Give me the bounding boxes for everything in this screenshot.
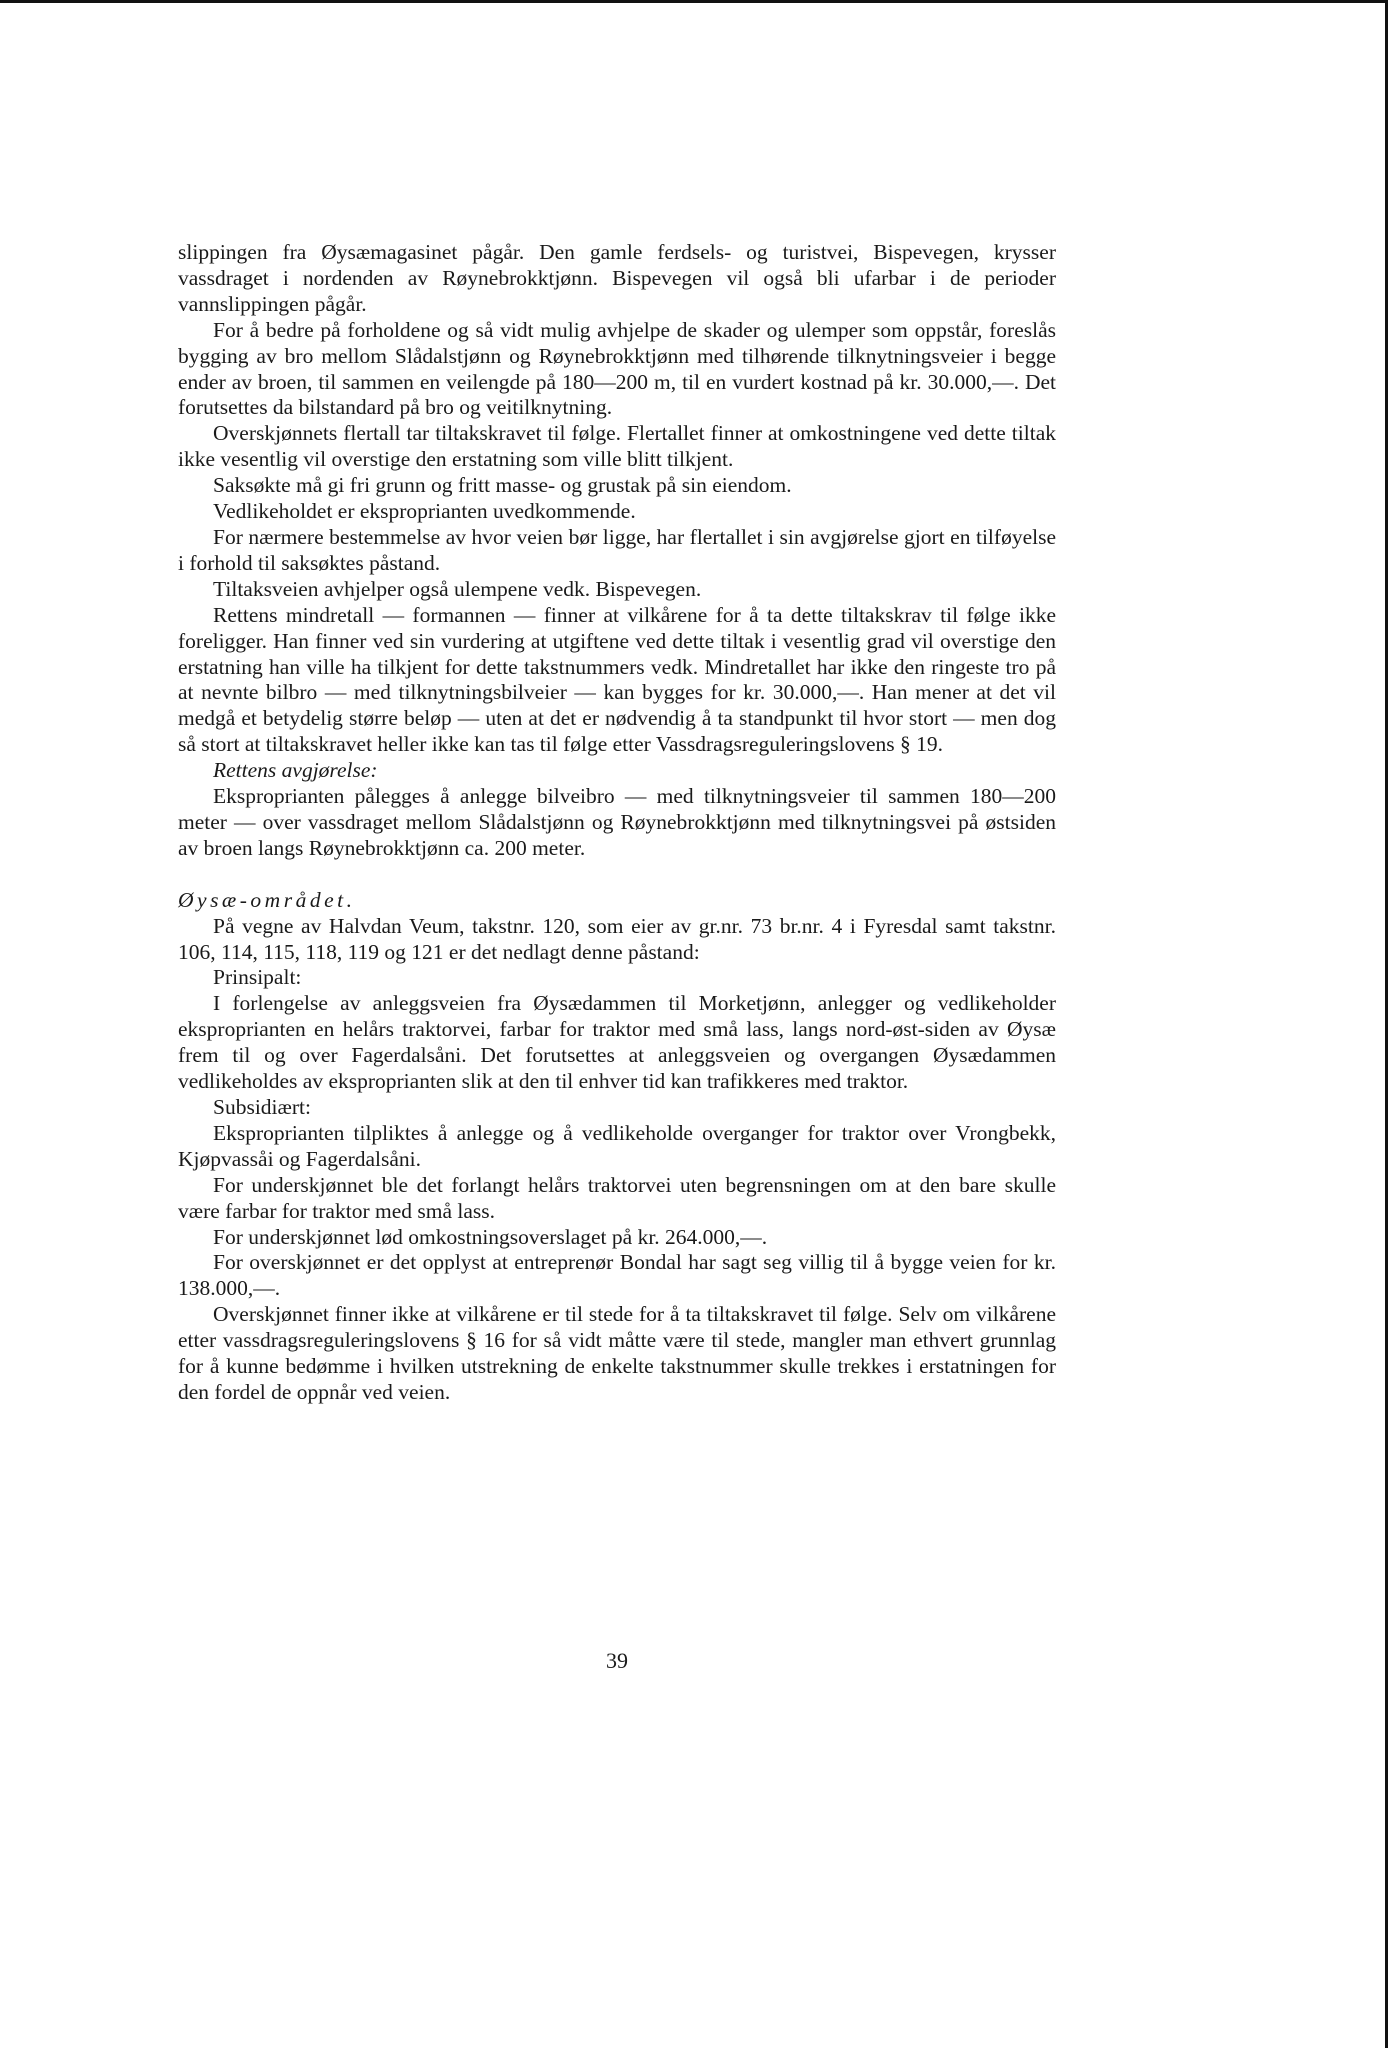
- paragraph: Saksøkte må gi fri grunn og fritt masse- og grustak på sin eiendom.: [213, 473, 792, 498]
- paragraph: Eksproprianten tilpliktes å anlegge og å vedlikeholde overganger for traktor over Vrongbekk, Kjøpvassåi og Fagerdalsåni.: [178, 1120, 1056, 1171]
- paragraph: Overskjønnet finner ikke at vilkårene er til stede for å ta tiltakskravet til følge. Selv om vilkårene etter vassdragsreguleringslovens § 16 for så vidt måtte være til stede, mangler man ethvert grunnlag for å kunne bedømme i hvilken utstrekning de enkelte takstnummer skulle trekkes i erstatningen for den fordel de oppnår ved veien.: [178, 1302, 1056, 1404]
- paragraph: For underskjønnet lød omkostningsoverslaget på kr. 264.000,—.: [213, 1224, 768, 1249]
- paragraph: For å bedre på forholdene og så vidt mulig avhjelpe de skader og ulemper som oppstår, foreslås bygging av bro mellom Slådalstjønn og Røynebrokktjønn med tilhørende tilknytningsveier i begge ender av broen, til sammen en veilengde på 180—200 m, til en vurdert kostnad på kr. 30.000,—. Det forutsettes da bilstandard på bro og veitilknytning.: [178, 317, 1056, 420]
- paragraph: På vegne av Halvdan Veum, takstnr. 120, som eier av gr.nr. 73 br.nr. 4 i Fyresdal samt takstnr. 106, 114, 115, 118, 119 og 121 er det nedlagt denne påstand:: [178, 913, 1056, 964]
- paragraph: Eksproprianten pålegges å anlegge bilveibro — med tilknytningsveier til sammen 180—200 meter — over vassdraget mellom Slådalstjønn og Røynebrokktjønn med tilknytningsvei på østsiden av broen langs Røynebrokktjønn ca. 200 meter.: [178, 784, 1056, 860]
- paragraph: Overskjønnets flertall tar tiltakskravet til følge. Flertallet finner at omkostningene ved dette tiltak ikke vesentlig vil overstige den erstatning som ville blitt tilkjent.: [178, 421, 1056, 472]
- paragraph: Vedlikeholdet er eksproprianten uvedkommende.: [213, 499, 636, 524]
- paragraph: For underskjønnet ble det forlangt helårs traktorvei uten begrensningen om at den bare skulle være farbar for traktor med små lass.: [178, 1172, 1056, 1223]
- section-heading-rettens-avgjorelse: Rettens avgjørelse:: [213, 758, 378, 783]
- top-border-line: [0, 0, 1388, 3]
- section-heading-oysae-omradet: Øysæ-området.: [178, 887, 356, 912]
- paragraph: Tiltaksveien avhjelper også ulempene vedk. Bispevegen.: [213, 576, 702, 601]
- paragraph: Rettens mindretall — formannen — finner at vilkårene for å ta dette tiltakskrav til følge ikke foreligger. Han finner ved sin vurdering at utgiftene ved dette tiltak i vesentlig grad vil overstige den erstatning han ville ha tilkjent for dette takstnummers vedk. Mindretallet har ikke den ringeste tro på at nevnte bilbro — med tilknytningsbilveier — kan bygges for kr. 30.000,—. Han mener at det vil medgå et betydelig større beløp — uten at det er nødvendig å ta standpunkt til hvor stort — men dog så stort at tiltakskravet heller ikke kan tas til følge etter Vassdragsreguleringslovens § 19.: [178, 602, 1056, 757]
- paragraph: For nærmere bestemmelse av hvor veien bør ligge, har flertallet i sin avgjørelse gjort en tilføyelse i forhold til saksøktes påstand.: [178, 524, 1056, 575]
- paragraph: slippingen fra Øysæmagasinet pågår. Den gamle ferdsels- og turistvei, Bispevegen, krysser vassdraget i nordenden av Røynebrokktjønn. Bispevegen vil også bli ufarbar i de perioder vannslippingen pågår.: [178, 240, 1056, 316]
- subheading-prinsipalt: Prinsipalt:: [213, 965, 302, 990]
- paragraph: For overskjønnet er det opplyst at entreprenør Bondal har sagt seg villig til å bygge veien for kr. 138.000,—.: [178, 1250, 1056, 1301]
- subheading-subsidiaert: Subsidiært:: [213, 1095, 311, 1119]
- paragraph: I forlengelse av anleggsveien fra Øysædammen til Morketjønn, anlegger og vedlikeholder eksproprianten en helårs traktorvei, farbar for traktor med små lass, langs nord-øst-siden av Øysæ frem til og over Fagerdalsåni. Det forutsettes at anleggsveien og overgangen Øysædammen vedlikeholdes av eksproprianten slik at den til enhver tid kan trafikkeres med traktor.: [178, 991, 1056, 1094]
- page-body: [178, 240, 1056, 1406]
- page-number: 39: [606, 1648, 628, 1673]
